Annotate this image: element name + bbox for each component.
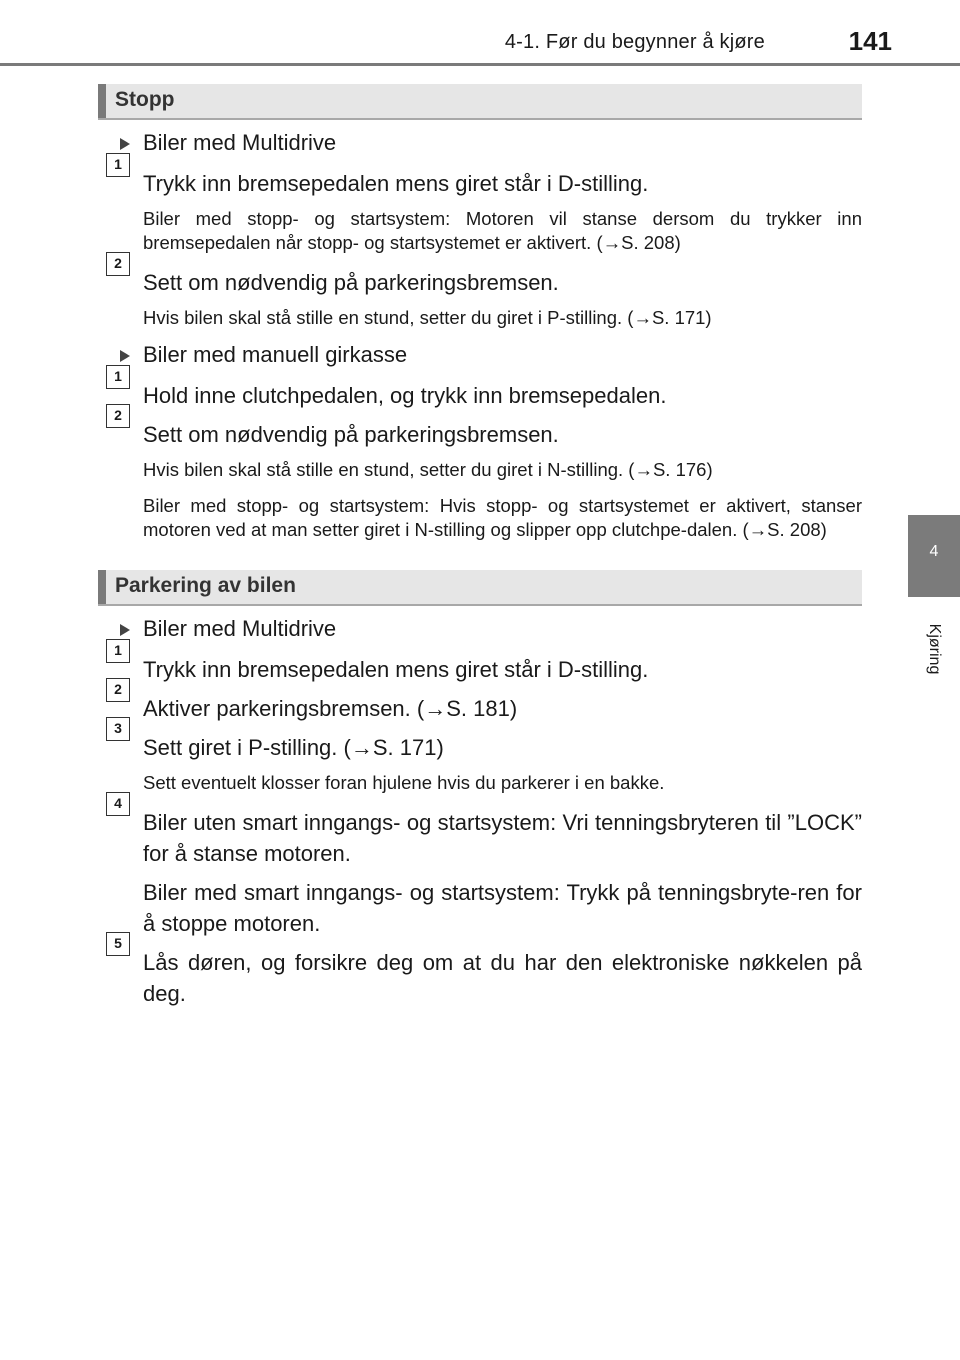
step-text: Hold inne clutchpedalen, og trykk inn bremsepedalen. [143, 383, 667, 408]
step-item [98, 935, 862, 1009]
chapter-tab-number: 4 [929, 543, 939, 560]
step-paragraph: Biler med smart inngangs- og startsystem: Trykk på tenningsbryte-ren for å stoppe motoren. [143, 880, 862, 936]
step-text: Biler uten smart inngangs- og startsystem: Vri tenningsbryteren til ”LOCK” for å stanse motoren. [143, 810, 862, 866]
step-number-badge: 2 [106, 252, 130, 276]
step-text: Sett giret i P-stilling. (→S. 171) [143, 735, 444, 760]
step-note: Hvis bilen skal stå stille en stund, setter du giret i P-stilling. (→S. 171) [143, 307, 712, 328]
page-content [98, 84, 862, 1017]
subsection-multidrive [98, 130, 862, 156]
subsection-label: Biler med Multidrive [143, 616, 337, 641]
step-number-badge: 2 [106, 404, 130, 428]
step-item [98, 642, 862, 685]
subsection-manual [98, 342, 862, 368]
step-note: Sett eventuelt klosser foran hjulene hvis du parkerer i en bakke. [143, 772, 665, 793]
chapter-tab-label: Kjøring [926, 623, 943, 675]
step-text: Lås døren, og forsikre deg om at du har den elektroniske nøkkelen på deg. [143, 950, 862, 1006]
step-text: Aktiver parkeringsbremsen. (→S. 181) [143, 696, 518, 721]
step-note: Biler med stopp- og startsystem: Hvis stopp- og startsystemet er aktivert, stanser motoren ved at man setter giret i N-stilling og slipper opp clutchpe-dalen. (→S. 208) [143, 495, 862, 540]
section-heading-parkering [98, 570, 862, 606]
step-number-badge: 1 [106, 153, 130, 177]
chapter-tab [908, 515, 960, 597]
triangle-bullet-icon [120, 624, 130, 636]
triangle-bullet-icon [120, 350, 130, 362]
triangle-bullet-icon [120, 138, 130, 150]
subsection-multidrive [98, 616, 862, 642]
subsection-label: Biler med Multidrive [143, 130, 337, 155]
header-section-title: 4-1. Før du begynner å kjøre [504, 31, 765, 53]
step-item [98, 255, 862, 298]
step-note: Biler med stopp- og startsystem: Motoren vil stanse dersom du trykker inn bremsepedalen når stopp- og startsystemet er aktivert. (→S. 208) [143, 208, 862, 253]
step-text: Sett om nødvendig på parkeringsbremsen. [143, 270, 559, 295]
step-item [98, 720, 862, 763]
page-header [0, 0, 960, 66]
header-divider [0, 63, 960, 66]
section-heading-stopp [98, 84, 862, 120]
step-note: Hvis bilen skal stå stille en stund, setter du giret i N-stilling. (→S. 176) [143, 459, 713, 480]
step-item [98, 407, 862, 450]
step-item [98, 368, 862, 411]
step-item [98, 681, 862, 724]
step-number-badge: 3 [106, 717, 130, 741]
step-number-badge: 5 [106, 932, 130, 956]
step-number-badge: 1 [106, 365, 130, 389]
step-text: Sett om nødvendig på parkeringsbremsen. [143, 422, 559, 447]
step-number-badge: 2 [106, 678, 130, 702]
section-title: Stopp [115, 88, 175, 111]
step-item [98, 156, 862, 199]
step-number-badge: 1 [106, 639, 130, 663]
step-item [98, 795, 862, 869]
subsection-label: Biler med manuell girkasse [143, 342, 408, 367]
step-text: Trykk inn bremsepedalen mens giret står i D-stilling. [143, 657, 649, 682]
page-number: 141 [848, 26, 892, 56]
section-title: Parkering av bilen [115, 574, 296, 597]
step-number-badge: 4 [106, 792, 130, 816]
step-text: Trykk inn bremsepedalen mens giret står i D-stilling. [143, 171, 649, 196]
